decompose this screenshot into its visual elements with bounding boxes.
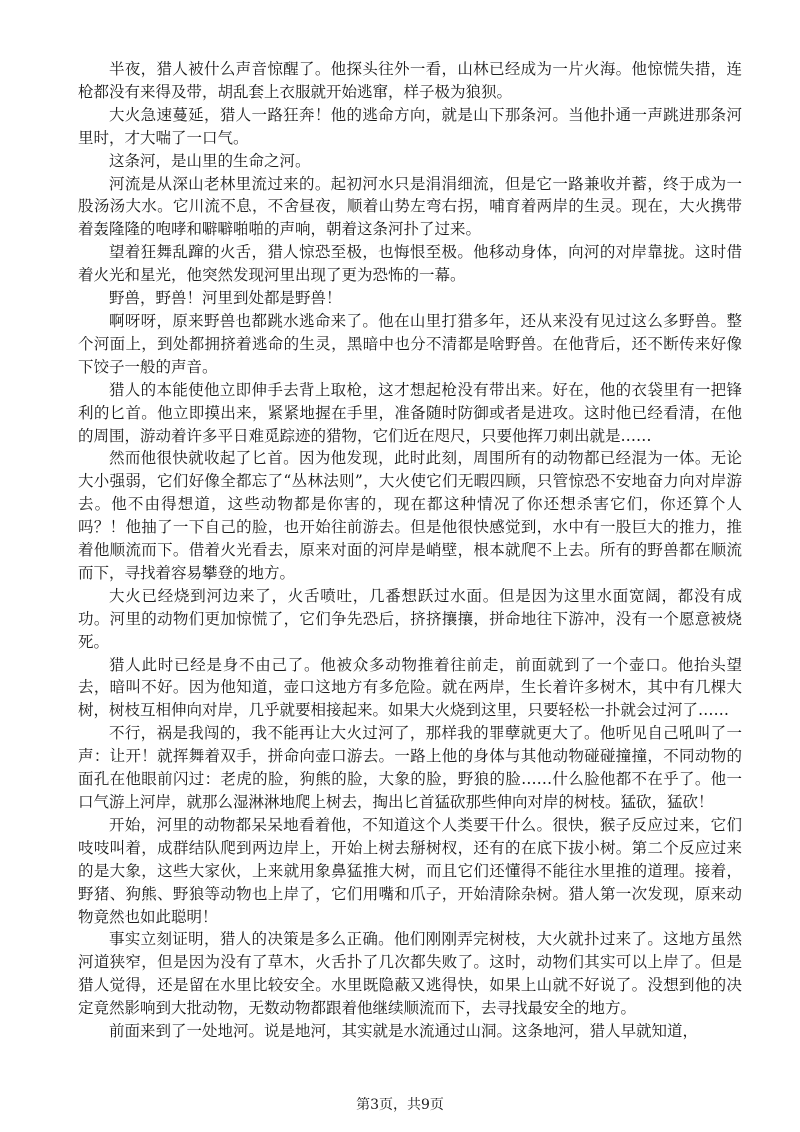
document-body	[78, 58, 742, 1043]
paragraph: 这条河，是山里的生命之河。	[109, 151, 311, 170]
paragraph: 猎人的本能使他立即伸手去背上取枪，这才想起枪没有带出来。好在，他的衣袋里有一把锋利的匕首。他立即摸出来，紧紧地握在手里，准备随时防御或者是进攻。这时他已经看清，在他的周围，游动着许多平日难觅踪迹的猎物，它们近在咫尺，只要他挥刀刺出就是……	[78, 380, 742, 445]
paragraph: 事实立刻证明，猎人的决策是多么正确。他们刚刚弄完树枝，大火就扑过来了。这地方虽然河道狭窄，但是因为没有了草木，火舌扑了几次都失败了。这时，动物们其实可以上岸了。但是猎人觉得，还是留在水里比较安全。水里既隐蔽又逃得快，如果上山就不好说了。没想到他的决定竟然影响到大批动物，无数动物都跟着他继续顺流而下，去寻找最安全的地方。	[78, 930, 742, 1018]
paragraph: 大火急速蔓延，猎人一路狂奔！他的逃命方向，就是山下那条河。当他扑通一声跳进那条河里时，才大喘了一口气。	[78, 105, 742, 147]
page-number-footer: 第3页，共9页	[356, 1097, 444, 1113]
paragraph: 然而他很快就收起了匕首。因为他发现，此时此刻，周围所有的动物都已经混为一体。无论大小强弱，它们好像全都忘了“丛林法则”，大火使它们无暇四顾，只管惊恐不安地奋力向对岸游去。他不由得想道，这些动物都是你害的，现在都这种情况了你还想杀害它们，你还算个人吗？！他抽了一下自己的脸，也开始往前游去。但是他很快感觉到，水中有一股巨大的推力，推着他顺流而下。借着火光看去，原来对面的河岸是峭壁，根本就爬不上去。所有的野兽都在顺流而下，寻找着容易攀登的地方。	[78, 449, 742, 582]
paragraph: 开始，河里的动物都呆呆地看着他，不知道这个人类要干什么。很快，猴子反应过来，它们吱吱叫着，成群结队爬到两边岸上，开始上树去掰树杈，还有的在底下拔小树。第二个反应过来的是大象，这些大家伙，上来就用象鼻猛推大树，而且它们还懂得不能往水里推的道理。接着，野猪、狗熊、野狼等动物也上岸了，它们用嘴和爪子，开始清除杂树。猎人第一次发现，原来动物竟然也如此聪明！	[78, 815, 742, 926]
paragraph: 大火已经烧到河边来了，火舌喷吐，几番想跃过水面。但是因为这里水面宽阔，都没有成功。河里的动物们更加惊慌了，它们争先恐后，挤挤攘攘，拼命地往下游冲，没有一个愿意被烧死。	[78, 586, 742, 651]
paragraph: 河流是从深山老林里流过来的。起初河水只是涓涓细流，但是它一路兼收并蓄，终于成为一股汤汤大水。它川流不息，不舍昼夜，顺着山势左弯右拐，哺育着两岸的生灵。现在，大火携带着轰隆隆的咆哮和噼噼啪啪的声响，朝着这条河扑了过来。	[78, 174, 742, 239]
paragraph: 猎人此时已经是身不由己了。他被众多动物推着往前走，前面就到了一个壶口。他抬头望去，暗叫不好。因为他知道，壶口这地方有多危险。就在两岸，生长着许多树木，其中有几棵大树，树枝互相伸向对岸，几乎就要相接起来。如果大火烧到这里，只要轻松一扑就会过河了……	[78, 655, 742, 720]
paragraph: 望着狂舞乱蹿的火舌，猎人惊恐至极，也悔恨至极。他移动身体，向河的对岸靠拢。这时借着火光和星光，他突然发现河里出现了更为恐怖的一幕。	[78, 243, 742, 285]
paragraph: 野兽，野兽！河里到处都是野兽！	[109, 289, 342, 308]
paragraph: 啊呀呀，原来野兽也都跳水逃命来了。他在山里打猎多年，还从来没有见过这么多野兽。整个河面上，到处都拥挤着逃命的生灵，黑暗中也分不清都是啥野兽。在他背后，还不断传来好像下饺子一般的声音。	[78, 311, 742, 376]
paragraph: 半夜，猎人被什么声音惊醒了。他探头往外一看，山林已经成为一片火海。他惊慌失措，连枪都没有来得及带，胡乱套上衣服就开始逃窜，样子极为狼狈。	[78, 60, 742, 101]
paragraph: 不行，祸是我闯的，我不能再让大火过河了，那样我的罪孽就更大了。他听见自己吼叫了一声：让开！就挥舞着双手，拼命向壶口游去。一路上他的身体与其他动物碰碰撞撞，不同动物的面孔在他眼前闪过：老虎的脸，狗熊的脸，大象的脸，野狼的脸……什么脸他都不在乎了。他一口气游上河岸，就那么湿淋淋地爬上树去，掏出匕首猛砍那些伸向对岸的树枝。猛砍，猛砍！	[78, 724, 742, 811]
paragraph: 前面来到了一处地河。说是地河，其实就是水流通过山洞。这条地河，猎人早就知道，	[109, 1022, 699, 1041]
